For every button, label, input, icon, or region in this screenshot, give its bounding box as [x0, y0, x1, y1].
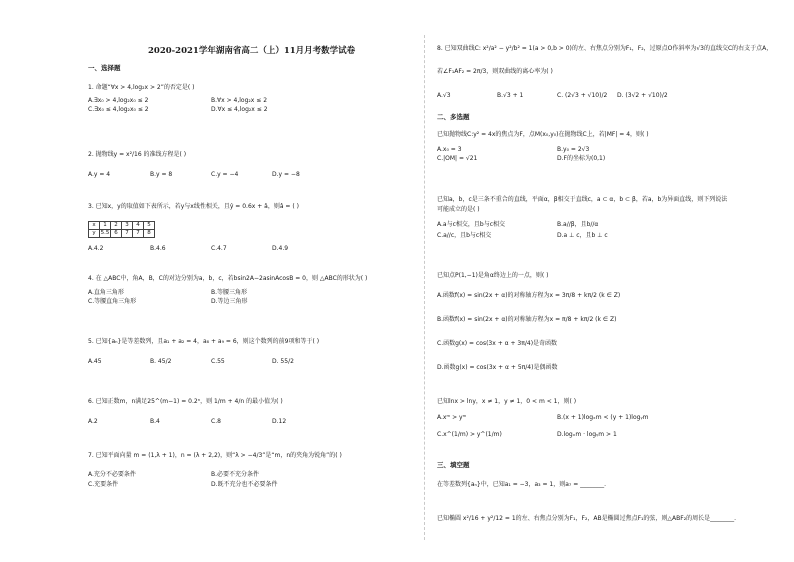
table-cell: 5 — [144, 222, 155, 230]
option-b: B.4 — [150, 418, 160, 425]
section-heading: 一、选择题 — [88, 64, 121, 72]
question-stem: 已知lnx > lny，x ≠ 1，y ≠ 1，0 < m < 1，则( ) — [437, 398, 577, 405]
option-a: A.45 — [88, 358, 102, 365]
table-row — [89, 230, 155, 238]
table-cell: 4 — [133, 222, 144, 230]
option-d: D.函数g(x) = cos(3x + α + 5π/4)是偶函数 — [437, 364, 558, 371]
question-stem: 已知点P(1,−1)是角α终边上的一点，则( ) — [437, 272, 549, 279]
question-stem: 3. 已知x，y的取值如下表所示，若y与x线性相关，且ŷ = 0.6x + â，则â = ( ) — [88, 203, 299, 210]
option-b: B.√3 + 1 — [497, 92, 524, 99]
option-c: C.55 — [211, 358, 225, 365]
option-b: B.y = 8 — [150, 171, 173, 178]
option-c: C.充要条件 — [88, 481, 119, 488]
table-cell: 6 — [111, 230, 122, 238]
option-c: C.8 — [211, 418, 221, 425]
option-c: C.y = −4 — [211, 171, 239, 178]
option-a: A.y = 4 — [88, 171, 111, 178]
question-stem: 已知椭圆 x²/16 + y²/12 = 1的左、右焦点分别为F₁，F₂，AB是椭圆过焦点F₁的弦，则△ABF₂的周长是________. — [437, 515, 737, 522]
option-b: B.4.6 — [150, 245, 166, 252]
option-a: A.√3 — [437, 92, 451, 99]
option-c: C.函数g(x) = cos(3x + α + 3π/4)是奇函数 — [437, 340, 558, 347]
option-d: D.logₓm · logᵧm > 1 — [557, 431, 617, 438]
option-b: B.a//β，且b//α — [557, 221, 599, 228]
question-stem: 5. 已知{aₙ}是等差数列，且a₁ + a₂ = 4，a₈ + a₉ = 6，则这个数列的前9项和等于( ) — [88, 338, 320, 345]
option-d: D.既不充分也不必要条件 — [211, 481, 278, 488]
table-cell: 7 — [133, 230, 144, 238]
option-a: A.∃x₀ > 4,log₂x₀ ≤ 2 — [88, 97, 149, 104]
question-stem-continued: 可能成立的是( ) — [437, 206, 480, 213]
option-c: C.等腰直角三角形 — [88, 298, 137, 305]
option-a: A.充分不必要条件 — [88, 471, 136, 478]
option-d: D.等边三角形 — [211, 298, 248, 305]
question-stem: 4. 在 △ABC中，角A，B，C的对边分别为a，b，c，若bsin2A−2asinAcosB = 0，则 △ABC的形状为( ) — [88, 275, 368, 282]
option-c: C. (2√3 + √10)/2 — [557, 92, 608, 99]
option-a: A.函数f(x) = sin(2x + α)的对称轴方程为x = 3π/8 + kπ/2 (k ∈ Z) — [437, 292, 621, 299]
option-b: B.∀x > 4,log₂x ≤ 2 — [211, 97, 268, 104]
option-b: B.(x + 1)logₓm < (y + 1)logᵧm — [557, 414, 649, 421]
table-cell: 3 — [122, 222, 133, 230]
option-a: A.直角三角形 — [88, 289, 124, 296]
section-heading: 二、多选题 — [437, 113, 470, 121]
option-b: B.必要不充分条件 — [211, 471, 260, 478]
option-c: C.4.7 — [211, 245, 227, 252]
section-heading: 三、填空题 — [437, 461, 470, 469]
option-d: D.F的坐标为(0,1) — [557, 155, 606, 162]
question-stem: 1. 命题“∀x > 4,log₂x > 2”的否定是( ) — [88, 84, 195, 91]
option-c: C.∃x₀ ≤ 4,log₂x₀ ≤ 2 — [88, 106, 149, 113]
data-table — [88, 221, 155, 238]
table-cell: 7 — [122, 230, 133, 238]
option-a: A.xᵐ > yᵐ — [437, 414, 467, 421]
option-d: D. 55/2 — [272, 358, 294, 365]
option-c: C.a//c，且b与c相交 — [437, 232, 492, 239]
question-stem: 在等差数列{aₙ}中，已知a₁ = −3，a₃ = 1，则a₇ = ________. — [437, 481, 607, 488]
option-a: A.4.2 — [88, 245, 104, 252]
table-row — [89, 222, 155, 230]
option-d: D.4.9 — [272, 245, 289, 252]
table-cell: 2 — [111, 222, 122, 230]
option-c: C.x^(1/m) > y^(1/m) — [437, 431, 502, 438]
option-d: D.12 — [272, 418, 287, 425]
question-stem: 6. 已知正数m，n满足25^(m−1) = 0.2ⁿ，则 1/m + 4/n 的最小值为( ) — [88, 398, 283, 405]
option-d: D.y = −8 — [272, 171, 300, 178]
column-divider — [424, 35, 425, 540]
option-d: D.∀x ≤ 4,log₂x ≤ 2 — [211, 106, 268, 113]
question-stem: 7. 已知平面向量 m = (1,λ + 1)，n = (λ + 2,2)，则“λ > −4/3”是“m，n的夹角为锐角”的( ) — [88, 452, 342, 459]
option-a: A.2 — [88, 418, 98, 425]
question-stem: 8. 已知双曲线C: x²/a² − y²/b² = 1(a > 0,b > 0)的左、右焦点分别为F₁，F₂，过原点O作斜率为√3的直线交C的右支于点A， — [437, 45, 773, 52]
table-cell: x — [89, 222, 100, 230]
option-b: B.函数f(x) = sin(2x + α)的对称轴方程为x = π/8 + kπ/2 (k ∈ Z) — [437, 316, 617, 323]
table-cell: y — [89, 230, 100, 238]
option-b: B.y₀ = 2√3 — [557, 146, 590, 153]
question-stem-continued: 若∠F₁AF₂ = 2π/3，则双曲线的离心率为( ) — [437, 68, 553, 75]
option-a: A.a与c相交，且b与c相交 — [437, 221, 505, 228]
question-stem: 已知a，b，c是三条不重合的直线，平面α，β相交于直线c，a ⊂ α，b ⊂ β，若a，b为异面直线，则下列说法 — [437, 196, 728, 203]
table-cell: 8 — [144, 230, 155, 238]
option-b: B. 45/2 — [150, 358, 172, 365]
table-cell: 1 — [100, 222, 111, 230]
option-b: B.等腰三角形 — [211, 289, 248, 296]
option-c: C.|OM| = √21 — [437, 155, 478, 162]
option-d: D. (3√2 + √10)/2 — [617, 92, 668, 99]
question-stem: 已知抛物线C:y² = 4x的焦点为F，点M(x₀,y₀)在抛物线C上，若|MF| = 4，则( ) — [437, 131, 649, 138]
table-cell: 5.5 — [100, 230, 110, 236]
question-stem: 2. 抛物线y = x²/16 的准线方程是( ) — [88, 151, 187, 158]
exam-title: 2020-2021学年湖南省高二（上）11月月考数学试卷 — [148, 46, 356, 56]
option-a: A.x₀ = 3 — [437, 146, 462, 153]
option-d: D.a ⊥ c，且b ⊥ c — [557, 232, 608, 239]
